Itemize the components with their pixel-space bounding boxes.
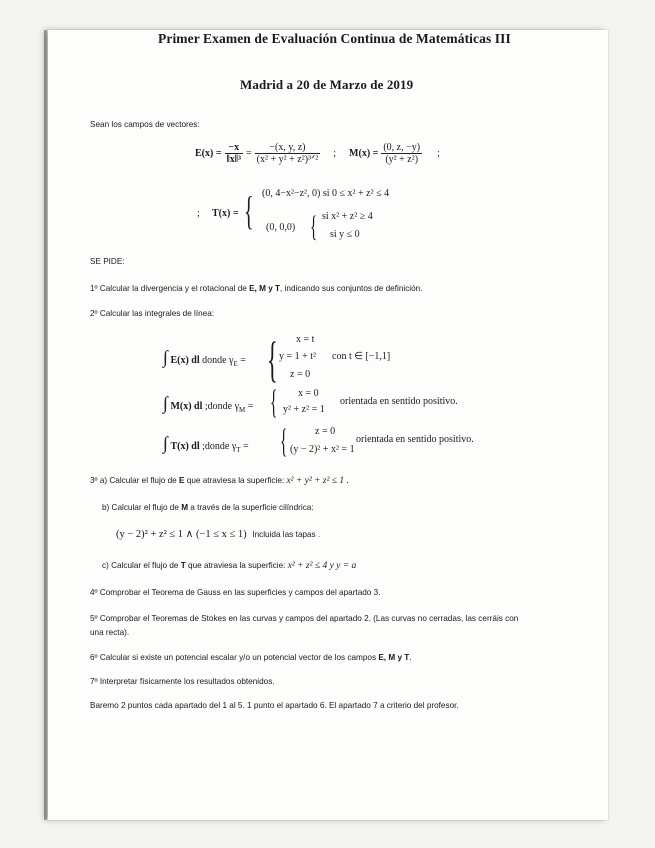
T-case-2-value: (0, 0,0): [266, 222, 296, 233]
E-lhs: E(x) =: [195, 148, 222, 159]
question-2: 2º Calcular las integrales de línea:: [90, 309, 215, 318]
i3-eq: =: [243, 441, 249, 452]
E-fraction-2: [255, 142, 321, 165]
integral-sign-M: ∫: [163, 393, 168, 413]
i1-donde: donde γ: [202, 355, 234, 366]
M-fraction: [381, 142, 422, 165]
separator-2: ;: [437, 148, 440, 159]
i2-sub: M: [239, 406, 246, 414]
q3c-suffix: que atraviesa la superficie:: [185, 561, 286, 570]
separator-1: ;: [333, 148, 337, 159]
field-E-M-formula: [195, 142, 440, 165]
q1-bold: E, M y T: [249, 284, 281, 293]
q3a-suffix: que atraviesa la superficie:: [184, 476, 285, 485]
i1-eq: =: [240, 355, 246, 366]
i1-condition: con t ∈ [−1,1]: [332, 351, 391, 362]
i2-eq: =: [247, 401, 254, 412]
q3b-math: (y − 2)² + z² ≤ 1 ∧ (−1 ≤ x ≤ 1): [116, 529, 247, 540]
q3a-math: x² + y² + z² ≤ 1 .: [286, 476, 349, 486]
i1-line-3: z = 0: [290, 369, 311, 380]
E-den2: (x² + y² + z²)³ᐟ²: [256, 154, 319, 165]
q3b-bold: M: [181, 503, 189, 512]
E-den1: ‖x‖³: [226, 154, 242, 165]
integral-M: [163, 393, 253, 414]
M-lhs: M(x) =: [349, 148, 379, 159]
T-separator: ;: [197, 208, 200, 219]
exam-date: Madrid a 20 de Marzo de 2019: [240, 77, 414, 92]
se-pide-heading: SE PIDE:: [90, 257, 125, 266]
E-num2: −(x, y, z): [255, 142, 321, 154]
i1-line-2: y = 1 + t²: [279, 351, 317, 362]
T-case-2-brace: {: [310, 210, 318, 243]
exam-title: Primer Examen de Evaluación Continua de Matemáticas III: [158, 31, 511, 46]
question-4: 4º Comprobar el Teorema de Gauss en las superficies y campos del apartado 3.: [90, 588, 381, 597]
i2-line-2: y² + z² = 1: [283, 404, 325, 415]
i1-brace: {: [267, 331, 278, 387]
i3-integrand: T(x) dl: [170, 441, 200, 452]
i1-line-1: x = t: [296, 334, 315, 345]
T-lhs: T(x) =: [212, 208, 239, 219]
q6-prefix: 6º Calcular si existe un potencial escalar y/o un potencial vector de los campos: [90, 653, 379, 662]
i3-brace: {: [280, 423, 288, 460]
E-num1: −x: [225, 142, 243, 154]
integral-T: [163, 433, 249, 454]
T-case-2-cond-2: si y ≤ 0: [330, 229, 360, 240]
question-6: [90, 653, 412, 662]
integral-sign-T: ∫: [163, 433, 168, 453]
q6-bold: E, M y T: [378, 653, 410, 662]
q1-suffix: , indicando sus conjuntos de definición.: [280, 284, 423, 293]
question-3b: [102, 503, 314, 512]
question-3a: [90, 476, 349, 486]
q3b-tail: Incluida las tapas .: [252, 530, 321, 539]
i3-donde: ;donde γ: [202, 441, 237, 452]
E-fraction-1: [225, 142, 243, 165]
M-den: (y² + z²): [385, 154, 419, 165]
i2-donde: ;donde γ: [204, 401, 240, 412]
q1-prefix: 1º Calcular la divergencia y el rotacional de: [90, 284, 250, 293]
i2-condition: orientada en sentido positivo.: [340, 396, 458, 407]
integral-E: [163, 347, 246, 368]
q3b-region: [116, 528, 320, 540]
E-equals: =: [246, 148, 252, 159]
i1-sub: E: [233, 360, 238, 368]
q3a-prefix: 3º a) Calcular el flujo de: [90, 476, 180, 485]
i3-line-1: z = 0: [315, 426, 336, 437]
q6-suffix: .: [409, 653, 412, 662]
q3c-math: x² + z² ≤ 4 y y = a: [287, 561, 357, 571]
i3-condition: orientada en sentido positivo.: [356, 434, 474, 445]
q3b-prefix: b) Calcular el flujo de: [102, 503, 182, 512]
i2-integrand: M(x) dl: [170, 401, 203, 412]
q3c-prefix: c) Calcular el flujo de: [102, 561, 181, 570]
question-5-line-1: 5º Comprobar el Teoremas de Stokes en las curvas y campos del apartado 2. (Las curvas no cerradas, las cerráis con: [90, 614, 519, 623]
q3c-bold: T: [180, 561, 186, 570]
grading-note: Baremo 2 puntos cada apartado del 1 al 5. 1 punto el apartado 6. El apartado 7 a criterio del profesor.: [90, 701, 459, 710]
i2-line-1: x = 0: [298, 388, 319, 399]
i2-brace: {: [270, 384, 278, 421]
integral-sign-E: ∫: [163, 347, 168, 367]
question-1: [90, 284, 423, 293]
question-5-line-2: una recta).: [90, 628, 130, 637]
q3b-suffix: a través de la superficie cilíndrica:: [188, 503, 314, 512]
M-num: (0, z, −y): [383, 142, 421, 153]
i3-line-2: (y − 2)² + x² = 1: [290, 444, 355, 455]
T-case-2-cond-1: si x² + z² ≥ 4: [322, 211, 373, 222]
T-brace: {: [244, 188, 254, 233]
intro-text: Sean los campos de vectores:: [90, 120, 200, 129]
question-3c: [102, 561, 356, 571]
question-7: 7º Interpretar físicamente los resultados obtenidos.: [90, 677, 275, 686]
T-case-1: (0, 4−x²−z², 0) si 0 ≤ x² + z² ≤ 4: [262, 188, 390, 199]
i3-sub: T: [236, 446, 241, 454]
i1-integrand: E(x) dl: [170, 355, 200, 366]
q3a-bold: E: [179, 476, 185, 485]
